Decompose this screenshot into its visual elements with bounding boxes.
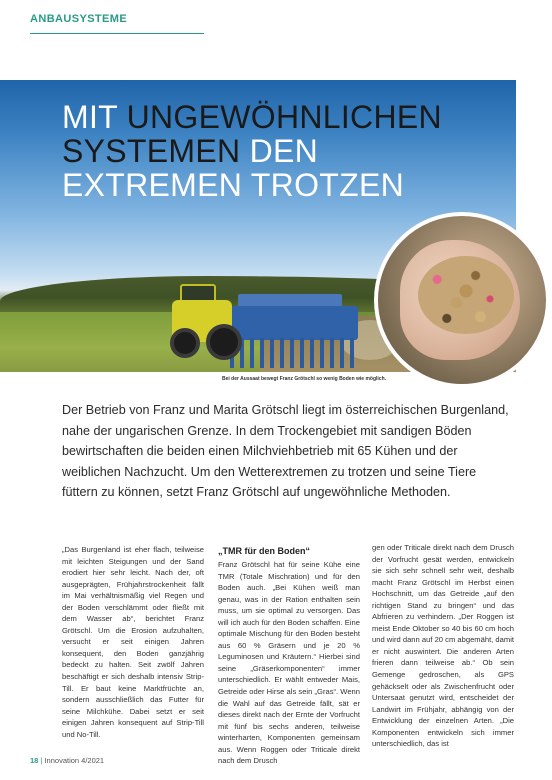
column-2-text: Franz Grötschl hat für seine Kühe eine TMR (Totale Mischration) und für den Boden auch. „Bei Kühen weiß man genau, was in der Ration enthalten sein muss, um sie optimal zu versorgen. Das will ich auch für den Boden schaffen. Eine optimale Mischung für den Boden besteht aus 60 % Gräsern und je 20 % Leguminosen und Kräutern.“ Hierbei sind seine „Gräserkomponenten“ immer unterschiedlich. Er wählt entweder Mais, Getreide oder Hirse als sein „Gras“. Wenn die Wahl auf das Getreide fällt, sät er dieses direkt nach der Ernte der Vorfrucht mit fünf bis sechs anderen, teilweise winterharten, Komponenten gemeinsam aus. Wenn Roggen oder Triticale direkt nach dem Drusch: [218, 560, 360, 766]
seeder-machine: [226, 306, 358, 340]
seeder-coulters: [230, 338, 358, 368]
section-label: ANBAUSYSTEME: [30, 13, 128, 25]
seed-hand-photo: [374, 212, 550, 388]
subheading: „TMR für den Boden“: [218, 546, 310, 556]
body-column-2: [218, 544, 360, 767]
title-part-2: UNGEWÖHNLICHEN SYSTEMEN: [62, 99, 442, 169]
seed-mix: [418, 256, 514, 334]
title-part-1: MIT: [62, 99, 127, 135]
body-column-3: gen oder Triticale direkt nach dem Drusch der Vorfrucht gesät werden, entwickeln sie sich sehr schnell sehr weit, deshalb macht Franz Grötschl im Herbst einen Hochschnitt, um das Getreide „auf den richtigen Stand zu bringen“ und das Abfrieren zu verhindern. „Der Roggen ist meist Ende Oktober so 40 bis 60 cm hoch und wird dann auf 20 cm abgemäht, damit er nicht auswintert. Die anderen Arten frieren dann teilweise ab.“ Ob sein Gemenge gedroschen, als GPS gehäckselt oder als Zwischenfrucht oder Untersaat genutzt wird, entscheidet der Landwirt im Frühjahr, abhängig von der Entwicklung der einzelnen Arten. „Die Komponenten entwickeln sich immer unterschiedlich, das ist: [372, 543, 514, 749]
image-caption: Bei der Aussaat bewegt Franz Grötschl so wenig Boden wie möglich.: [222, 376, 387, 382]
footer-separator: |: [38, 756, 45, 765]
issue-label: Innovation 4/2021: [44, 756, 105, 765]
section-rule: [30, 33, 204, 34]
tractor-rear-wheel: [206, 324, 242, 360]
body-column-1: „Das Burgenland ist eher flach, teilweise mit leichten Steigungen und der Sand erodiert hier sehr leicht. Nach der, oft ausgeprägten, Frühjahrstrockenheit fällt im Mai verhältnismäßig viel Regen und der Boden verschlämmt oder fließt mit dem Wasser ab“, berichtet Franz Grötschl. Um die Erosion aufzuhalten, versucht er seit einigen Jahren konsequent, den Boden ganzjährig bedeckt zu halten. Seit zwölf Jahren beschäftigt er sich deshalb intensiv Strip-Till. Er baut keine Marktfrüchte an, sondern ausschließlich das Futter für seine Milchkühe. Dabei setzt er seit einigen Jahren konsequent auf Strip-Till und No-Till.: [62, 545, 204, 739]
page-number: 18: [30, 756, 39, 765]
lead-paragraph: Der Betrieb von Franz und Marita Grötschl liegt im österreichischen Burgenland, nahe der ungarischen Grenze. In dem Trockengebiet mit sandigen Böden bewirtschaften die beiden einen Milchviehbetrieb mit 65 Kühen und der weiblichen Nachzucht. Um den Wetterextremen zu trotzen und seine Tiere füttern zu können, setzt Franz Grötschl auf ungewöhnliche Methoden.: [62, 403, 509, 499]
title-part-3: DEN EXTREMEN TROTZEN: [62, 133, 405, 203]
article-title: [62, 100, 482, 202]
tractor-front-wheel: [170, 328, 200, 358]
page-footer: [30, 756, 104, 765]
